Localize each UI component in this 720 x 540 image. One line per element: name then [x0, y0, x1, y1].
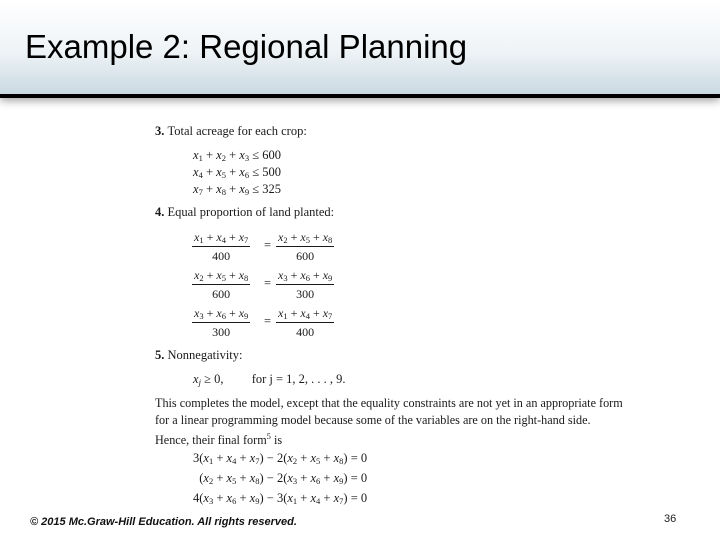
section-4-label: Equal proportion of land planted: [167, 205, 335, 219]
page-number: 36 [664, 513, 677, 525]
proportion-2-left-fraction: $\frac{x_2 + x_5 + x_8}{600}$ [194, 268, 249, 301]
slide-title: Example 2: Regional Planning [25, 28, 468, 65]
proportion-1-right-fraction: $\frac{x_2 + x_5 + x_8}{600}$ [278, 230, 333, 263]
proportion-3-equals: = [264, 314, 272, 328]
nonnegativity-range: for j = 1, 2, . . . , 9. [251, 372, 346, 386]
acreage-constraint-1: $x_1 + x_2 + x_3 \le 600$ [193, 148, 281, 163]
proportion-3-left-fraction: $\frac{x_3 + x_6 + x_9}{300}$ [194, 306, 249, 339]
final-equation-2: $(x_2 + x_5 + x_8) - 2(x_3 + x_6 + x_9) = 0$ [193, 471, 368, 486]
final-equation-1: $3(x_1 + x_4 + x_7) - 2(x_2 + x_5 + x_8) = 0$ [193, 451, 368, 466]
proportion-2-right-fraction: $\frac{x_3 + x_6 + x_9}{300}$ [278, 268, 333, 301]
final-equation-3: $4(x_3 + x_6 + x_9) - 3(x_1 + x_4 + x_7) = 0$ [193, 491, 368, 506]
section-3-label: Total acreage for each crop: [167, 124, 307, 138]
nonnegativity-constraint: $x_j \ge 0$, for j = 1, 2, . . . , 9. [193, 372, 346, 387]
proportion-1-left-fraction: $\frac{x_1 + x_4 + x_7}{400}$ [194, 230, 249, 263]
paragraph-text: This completes the model, except that the equality constraints are not yet in an appropriate form for a linear programming model because some of the variables are on the right-hand side. Hence, their final form [155, 396, 623, 447]
section-5-label: Nonnegativity: [167, 348, 243, 362]
paragraph-tail: is [270, 433, 283, 447]
section-3-heading [155, 124, 307, 139]
proportion-2-equals: = [264, 276, 272, 290]
explanation-paragraph [155, 395, 625, 449]
copyright-footer: © 2015 Mc.Graw-Hill Education. All rights reserved. [30, 516, 297, 528]
section-3-number: 3. [155, 124, 165, 138]
section-5-number: 5. [155, 348, 165, 362]
proportion-1-equals: = [264, 238, 272, 252]
acreage-constraint-2: $x_4 + x_5 + x_6 \le 500$ [193, 165, 281, 180]
proportion-3-right-fraction: $\frac{x_1 + x_4 + x_7}{400}$ [278, 306, 333, 339]
section-4-heading [155, 205, 334, 220]
section-5-heading [155, 348, 243, 363]
acreage-constraint-3: $x_7 + x_8 + x_9 \le 325$ [193, 182, 281, 197]
footnote-mark: 5 [266, 431, 271, 441]
section-4-number: 4. [155, 205, 165, 219]
